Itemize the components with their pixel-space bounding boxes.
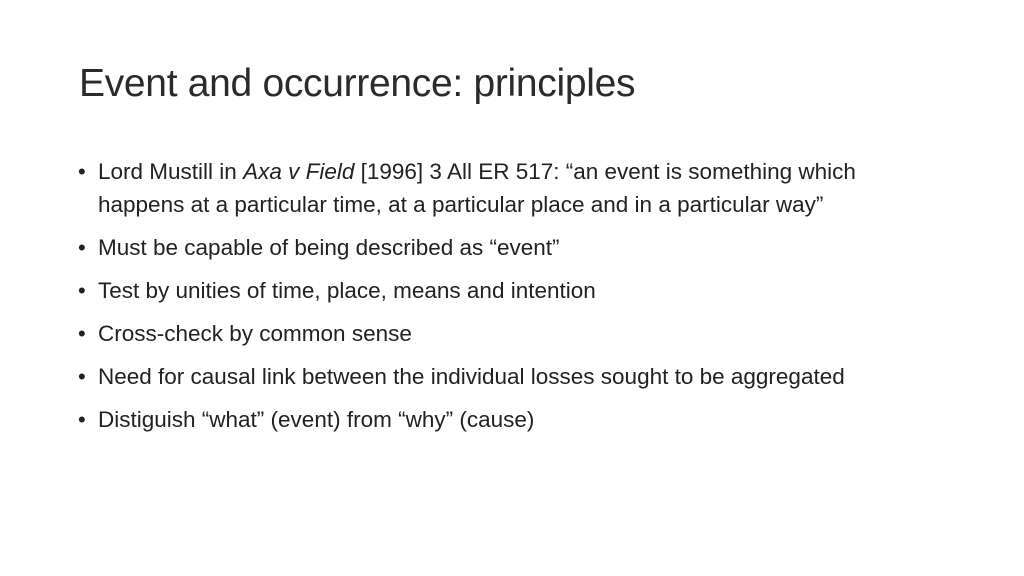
bullet-icon: •: [78, 235, 86, 260]
bullet-text-prefix: Lord Mustill in: [98, 159, 244, 184]
bullet-text: Must be capable of being described as “event”: [98, 235, 560, 260]
bullet-text: Distiguish “what” (event) from “why” (cause): [98, 407, 535, 432]
bullet-text-suffix: [1996] 3 All ER 517: “an event is something which happens at a particular time, at a particular place and in a particular way”: [98, 159, 856, 217]
bullet-list: [78, 155, 948, 446]
bullet-icon: •: [78, 321, 86, 346]
bullet-icon: •: [78, 364, 86, 389]
slide-title: Event and occurrence: principles: [79, 62, 636, 105]
bullet-text: Cross-check by common sense: [98, 321, 412, 346]
list-item: [78, 360, 948, 393]
bullet-icon: •: [78, 159, 86, 184]
list-item: [78, 317, 948, 350]
list-item: [78, 231, 948, 264]
bullet-text: Need for causal link between the individual losses sought to be aggregated: [98, 364, 845, 389]
bullet-text: Test by unities of time, place, means and intention: [98, 278, 596, 303]
bullet-icon: •: [78, 278, 86, 303]
case-citation: Axa v Field: [243, 159, 355, 184]
bullet-icon: •: [78, 407, 86, 432]
list-item: [78, 274, 948, 307]
list-item: [78, 155, 948, 221]
list-item: [78, 403, 948, 436]
